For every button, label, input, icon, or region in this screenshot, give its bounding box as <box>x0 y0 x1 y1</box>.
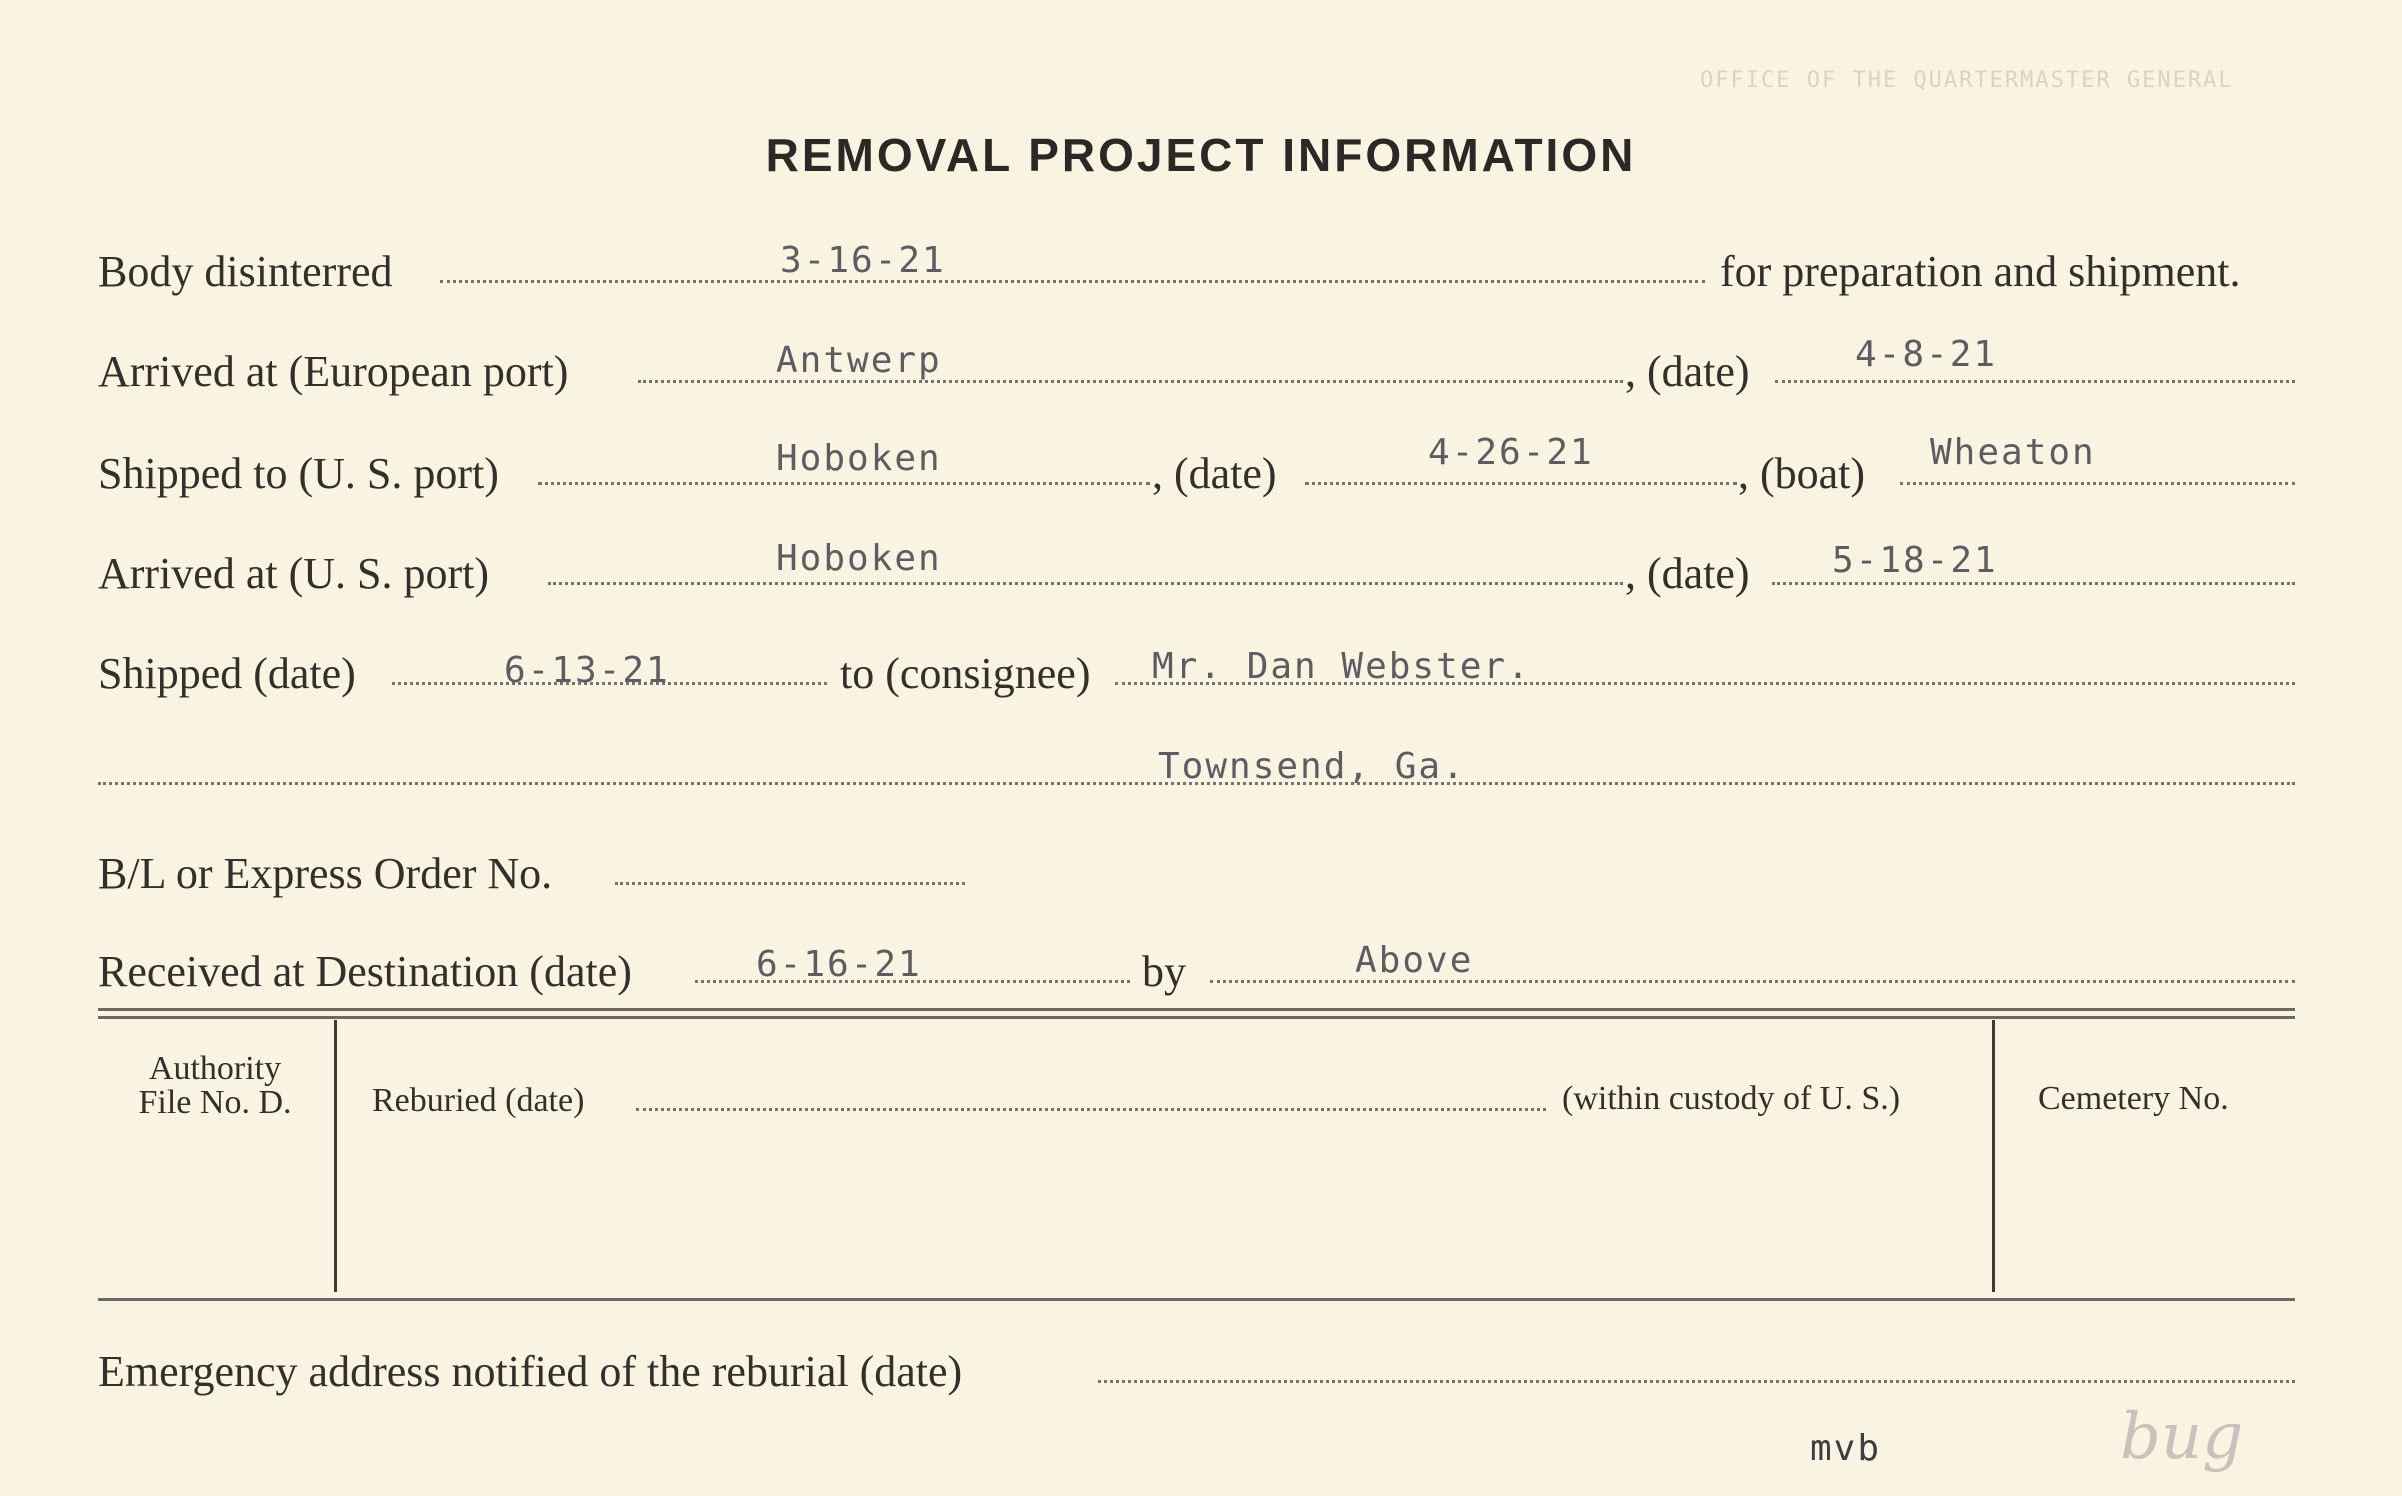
received-by-label: by <box>1142 947 1186 996</box>
shipped-date-value: 4-26-21 <box>1428 432 1594 473</box>
received-destination-value: 6-16-21 <box>756 944 922 985</box>
european-port-label: Arrived at (European port) <box>98 347 569 396</box>
body-disinterred-value: 3-16-21 <box>780 240 946 281</box>
shipped-date-label: , (date) <box>1152 449 1277 498</box>
boat-value: Wheaton <box>1930 432 2096 473</box>
reburied-date-line <box>636 1108 1546 1111</box>
arrived-us-port-date-label: , (date) <box>1625 549 1750 598</box>
box-top-rule-2 <box>98 1016 2295 1019</box>
shipped-date-line <box>1305 482 1737 485</box>
arrived-us-port-date-line <box>1772 582 2295 585</box>
box-top-rule <box>98 1008 2295 1011</box>
reburied-date-label: Reburied (date) <box>372 1082 585 1119</box>
cemetery-no-label: Cemetery No. <box>2038 1080 2229 1117</box>
european-port-date-label: , (date) <box>1625 347 1750 396</box>
file-no-label: File No. D. <box>138 1084 292 1121</box>
box-bottom-rule <box>98 1298 2295 1301</box>
consignee-address-value: Townsend, Ga. <box>1158 746 1466 787</box>
received-destination-label: Received at Destination (date) <box>98 947 632 996</box>
shipped-to-us-port-label: Shipped to (U. S. port) <box>98 449 499 498</box>
shipped-date-row-value: 6-13-21 <box>504 650 670 691</box>
arrived-us-port-line <box>548 582 1623 585</box>
bl-order-label: B/L or Express Order No. <box>98 849 553 898</box>
shipped-to-us-port-value: Hoboken <box>776 438 942 479</box>
custody-label: (within custody of U. S.) <box>1562 1080 1901 1117</box>
faint-header-text: OFFICE OF THE QUARTERMASTER GENERAL <box>1700 68 2234 93</box>
consignee-name-value: Mr. Dan Webster. <box>1152 646 1531 687</box>
received-by-value: Above <box>1355 940 1474 981</box>
box-divider-left <box>334 1020 337 1292</box>
european-port-date-line <box>1775 380 2295 383</box>
bl-order-line <box>615 882 965 885</box>
shipped-to-us-port-line <box>538 482 1150 485</box>
body-disinterred-line <box>440 280 1705 283</box>
european-port-date-value: 4-8-21 <box>1855 334 1998 375</box>
handwritten-initials: bug <box>2120 1400 2244 1474</box>
emergency-address-line <box>1098 1380 2295 1383</box>
typed-initials: mvb <box>1810 1428 1882 1469</box>
card-title: REMOVAL PROJECT INFORMATION <box>765 129 1637 181</box>
boat-label: , (boat) <box>1738 449 1866 498</box>
consignee-label: to (consignee) <box>840 649 1091 698</box>
emergency-address-label: Emergency address notified of the reburial (date) <box>98 1347 963 1396</box>
shipped-date-row-label: Shipped (date) <box>98 649 356 698</box>
arrived-us-port-date-value: 5-18-21 <box>1832 540 1998 581</box>
box-divider-right <box>1992 1020 1995 1292</box>
arrived-us-port-value: Hoboken <box>776 538 942 579</box>
authority-label: Authority <box>148 1050 282 1087</box>
body-disinterred-label: Body disinterred <box>98 247 393 296</box>
preparation-shipment-label: for preparation and shipment. <box>1720 247 2241 296</box>
arrived-us-port-label: Arrived at (U. S. port) <box>98 549 490 598</box>
boat-line <box>1900 482 2295 485</box>
european-port-value: Antwerp <box>776 340 942 381</box>
